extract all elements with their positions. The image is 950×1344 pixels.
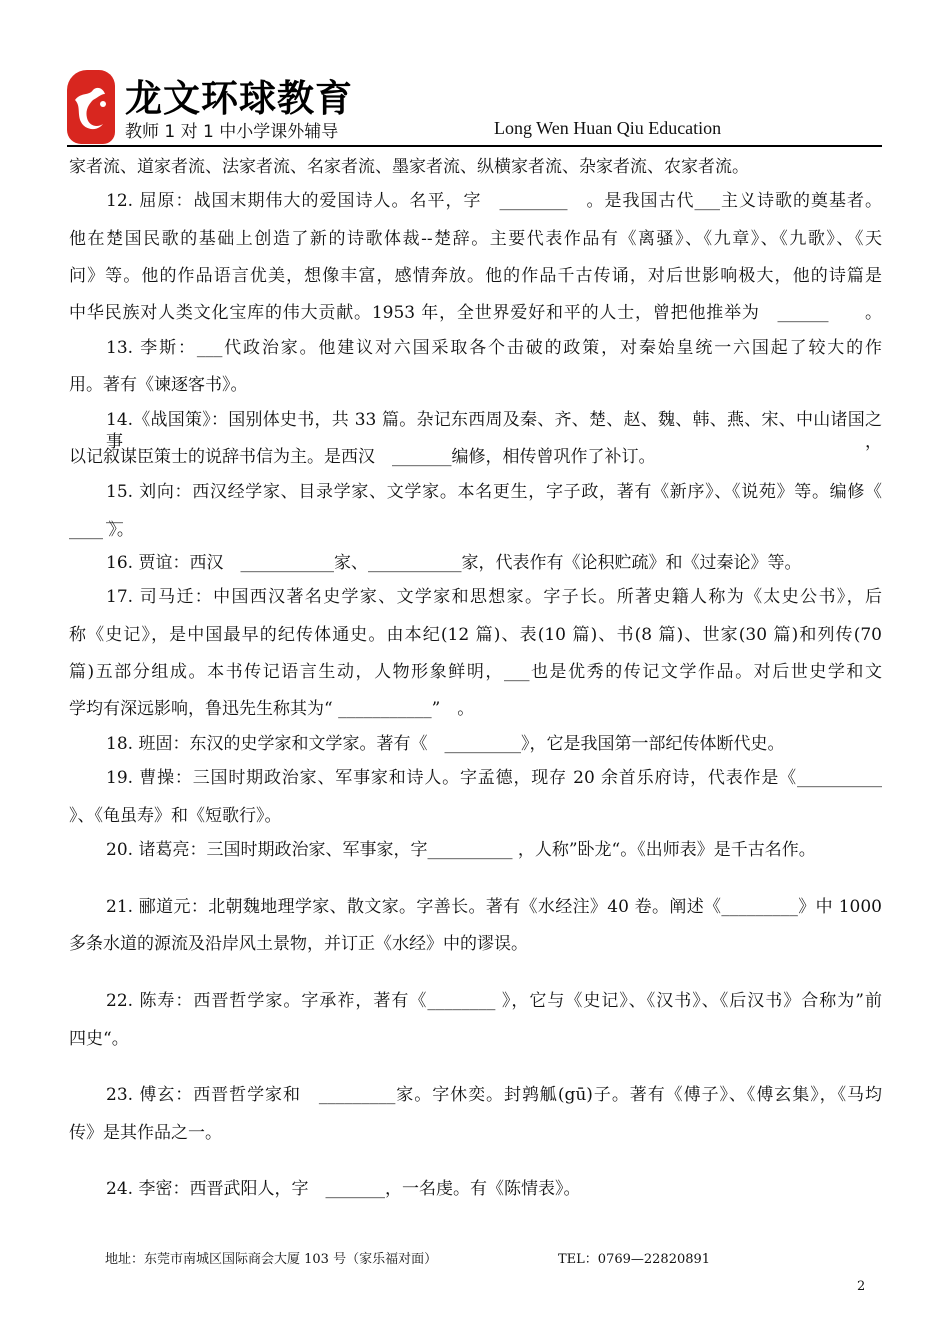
slogan: 教师 1 对 1 中小学课外辅导 (125, 122, 339, 142)
text-line: 17. 司马迁：中国西汉著名史学家、文学家和思想家。字子长。所著史籍人称为《太史公书》，后 (106, 587, 882, 607)
brand-name: 龙文环球教育 (125, 77, 353, 120)
text-line: 用。著有《谏逐客书》。 (69, 375, 248, 395)
text-line: 20. 诸葛亮：三国时期政治家、军事家，字__________ ，人称”卧龙“。《出师表》是千古名作。 (106, 840, 816, 860)
text-line: 16. 贾谊：西汉 ___________家、___________家，代表作有《论积贮疏》和《过秦论》等。 (106, 553, 802, 573)
text-line: 传》是其作品之一。 (69, 1123, 222, 1143)
text-line: 13. 李斯：___代政治家。他建议对六国采取各个击破的政策，对秦始皇统一六国起了较大的作 (106, 338, 882, 358)
text-line: 篇)五部分组成。本书传记语言生动，人物形象鲜明，___也是优秀的传记文学作品。对后世史学和文 (69, 662, 882, 682)
text-line: 以记叙谋臣策士的说辞书信为主。是西汉 _______编修，相传曾巩作了补订。 (69, 447, 656, 467)
text-line: 学均有深远影响，鲁迅先生称其为“ ___________” 。 (69, 699, 475, 719)
page-number: 2 (857, 1279, 866, 1294)
text-line: 24. 李密：西晋武阳人，字 _______，一名虔。有《陈情表》。 (106, 1179, 581, 1199)
header-divider (67, 145, 882, 147)
text-line: 》、《龟虽寿》和《短歌行》。 (69, 806, 282, 826)
text-line: 他在楚国民歌的基础上创造了新的诗歌体裁--楚辞。主要代表作品有《离骚》、《九章》、《九歌》、《天 (69, 229, 882, 249)
footer-address: 地址：东莞市南城区国际商会大厦 103 号（家乐福对面） (105, 1252, 438, 1267)
dragon-logo-icon (67, 70, 115, 144)
text-line: 问》等。他的作品语言优美，想像丰富，感情奔放。他的作品千古传诵，对后世影响极大，他的诗篇是 (69, 266, 882, 286)
text-line: 14.《战国策》：国别体史书，共 33 篇。杂记东西周及秦、齐、楚、赵、魏、韩、燕、宋、中山诸国之事， (106, 410, 882, 452)
text-line: 22. 陈寿：西晋哲学家。字承祚，著有《________ 》，它与《史记》、《汉书》、《后汉书》合称为”前 (106, 991, 882, 1011)
logo (67, 70, 115, 144)
text-line: 12. 屈原：战国末期伟大的爱国诗人。名平，字 ________ 。是我国古代___主义诗歌的奠基者。 (106, 191, 882, 211)
text-line: 23. 傅玄：西晋哲学家和 _________家。字休奕。封鹑觚(gū)子。著有《傅子》、《傅玄集》，《马均 (106, 1085, 882, 1105)
text-line: 15. 刘向：西汉经学家、目录学家、文学家。本名更生，字子政，著有《新序》、《说苑》等。编修《 __ (106, 482, 899, 524)
text-line: 家者流、道家者流、法家者流、名家者流、墨家者流、纵横家者流、杂家者流、农家者流。 (69, 157, 749, 177)
text-line: 19. 曹操：三国时期政治家、军事家和诗人。字孟德，现存 20 余首乐府诗，代表作是《__________ (106, 768, 882, 788)
english-name: Long Wen Huan Qiu Education (494, 118, 722, 138)
text-line: 四史“。 (69, 1029, 129, 1049)
text-line: 称《史记》，是中国最早的纪传体通史。由本纪(12 篇)、表(10 篇)、书(8 篇)、世家(30 篇)和列传(70 (69, 625, 882, 645)
text-line: ____ 》。 (69, 520, 134, 540)
text-line: 18. 班固：东汉的史学家和文学家。著有《 _________》，它是我国第一部纪传体断代史。 (106, 734, 785, 754)
text-line: 中华民族对人类文化宝库的伟大贡献。1953 年，全世界爱好和平的人士，曾把他推举为 ______ 。 (69, 303, 882, 323)
text-line: 多条水道的源流及沿岸风土景物，并订正《水经》中的谬误。 (69, 934, 528, 954)
text-line: 21. 郦道元：北朝魏地理学家、散文家。字善长。著有《水经注》40 卷。阐述《_________》中 1000 (106, 897, 882, 917)
footer-tel: TEL：0769—22820891 (558, 1252, 711, 1267)
